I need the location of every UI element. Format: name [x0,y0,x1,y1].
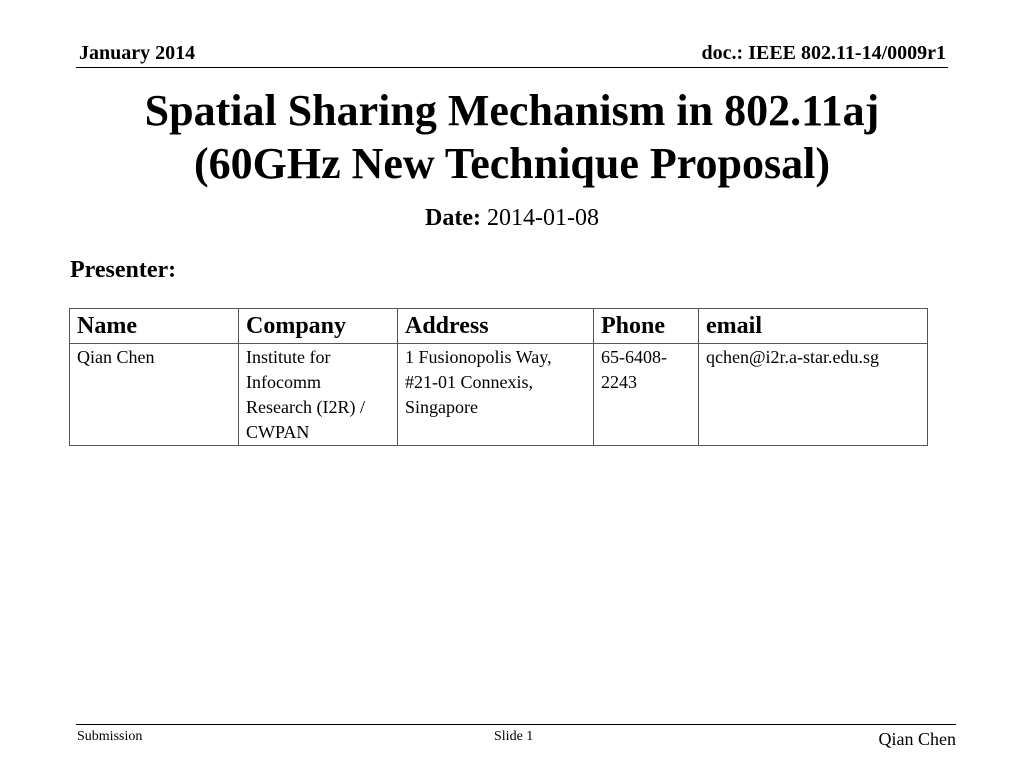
date-line [0,205,1024,232]
footer-divider [76,724,956,725]
cell-company: Institute for Infocomm Research (I2R) / CWPAN [239,344,398,446]
header-date: January 2014 [79,42,196,64]
column-header-email: email [699,309,928,344]
column-header-phone: Phone [594,309,699,344]
slide-title-line-1: Spatial Sharing Mechanism in 802.11aj [144,86,880,135]
slide-title-line-2: (60GHz New Technique Proposal) [193,139,830,188]
cell-address: 1 Fusionopolis Way, #21-01 Connexis, Singapore [398,344,594,446]
cell-name: Qian Chen [70,344,239,446]
presenter-label: Presenter: [70,257,177,283]
cell-phone: 65-6408-2243 [594,344,699,446]
date-label: Date: [425,205,481,231]
header-doc-id: doc.: IEEE 802.11-14/0009r1 [701,42,946,64]
date-value: 2014-01-08 [486,205,599,231]
column-header-address: Address [398,309,594,344]
footer-submission: Submission [77,729,143,744]
table-row [70,344,928,446]
header-divider [76,67,948,68]
presenter-table [69,308,928,446]
column-header-company: Company [239,309,398,344]
cell-email: qchen@i2r.a-star.edu.sg [699,344,928,446]
column-header-name: Name [70,309,239,344]
slide-title [0,84,1024,190]
footer-slide-number: Slide 1 [494,729,534,744]
footer-author: Qian Chen [878,729,956,749]
table-header-row [70,309,928,344]
